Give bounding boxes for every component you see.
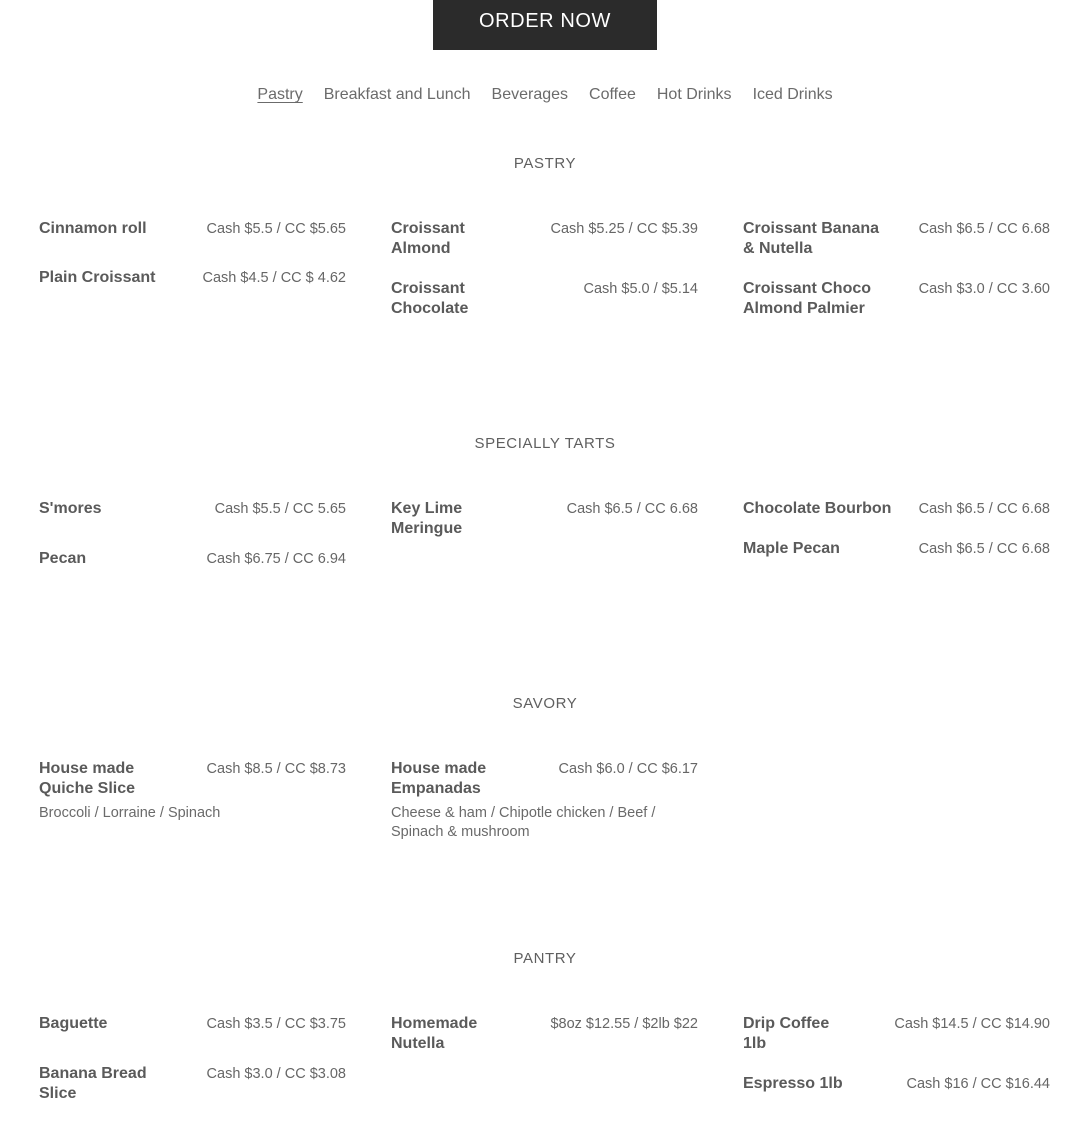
- menu-item: [39, 759, 346, 799]
- menu-tabs: [0, 86, 1090, 104]
- section-title-savory: SAVORY: [512, 695, 578, 712]
- pastry-column-2: [391, 219, 698, 339]
- menu-item: [743, 279, 1050, 319]
- item-name: Plain Croissant: [39, 269, 156, 286]
- section-title-tarts: SPECIALLY TARTS: [474, 435, 616, 452]
- section-title-pantry: PANTRY: [513, 950, 577, 967]
- item-name: Pecan: [39, 550, 87, 567]
- item-name: S'mores: [39, 500, 102, 517]
- menu-item: [743, 499, 1050, 519]
- menu-item: [39, 549, 346, 569]
- menu-item: [391, 499, 698, 539]
- item-name: Espresso 1lb: [743, 1075, 843, 1092]
- item-name: Banana Bread Slice: [39, 1065, 147, 1102]
- item-name: Croissant Choco Almond Palmier: [743, 280, 872, 317]
- menu-item: [39, 1064, 346, 1104]
- menu-item: [39, 219, 346, 239]
- menu-item: [743, 539, 1050, 559]
- tab-breakfast-and-lunch[interactable]: Breakfast and Lunch: [323, 86, 471, 103]
- item-name: House made Quiche Slice: [39, 760, 136, 797]
- item-name: House made Empanadas: [391, 760, 487, 797]
- menu-item: [743, 1014, 1050, 1054]
- item-name: Cinnamon roll: [39, 220, 147, 237]
- tab-hot-drinks[interactable]: Hot Drinks: [656, 86, 732, 103]
- menu-item: [39, 499, 346, 519]
- item-name: Croissant Chocolate: [391, 280, 469, 317]
- menu-item: [391, 759, 698, 799]
- pantry-column-3: [743, 1014, 1050, 1114]
- item-price: Cash $6.5 / CC 6.68: [918, 501, 1050, 517]
- item-price: Cash $16 / CC $16.44: [906, 1076, 1050, 1092]
- tarts-column-3: [743, 499, 1050, 579]
- item-price: Cash $6.5 / CC 6.68: [918, 541, 1050, 557]
- item-price: Cash $6.5 / CC 6.68: [918, 221, 1050, 237]
- item-name: Baguette: [39, 1015, 108, 1032]
- pastry-column-3: [743, 219, 1050, 339]
- item-price: Cash $6.0 / CC $6.17: [558, 761, 698, 777]
- item-price: Cash $5.25 / CC $5.39: [550, 221, 698, 237]
- tab-pastry[interactable]: Pastry: [257, 86, 303, 103]
- item-price: Cash $3.0 / CC 3.60: [918, 281, 1050, 297]
- section-title-pastry: PASTRY: [513, 155, 577, 172]
- item-name: Drip Coffee 1lb: [743, 1015, 830, 1052]
- item-description: Broccoli / Lorraine / Spinach: [39, 805, 221, 821]
- item-name: Maple Pecan: [743, 540, 840, 557]
- menu-item: [39, 1014, 346, 1034]
- menu-item: [743, 219, 1050, 259]
- menu-item: [39, 268, 346, 288]
- item-name: Homemade Nutella: [391, 1015, 478, 1052]
- item-price: Cash $8.5 / CC $8.73: [206, 761, 346, 777]
- menu-item: [391, 279, 698, 319]
- item-price: Cash $5.5 / CC 5.65: [214, 501, 346, 517]
- pastry-column-1: [39, 219, 346, 308]
- item-name: Croissant Banana & Nutella: [743, 220, 880, 257]
- item-price: Cash $5.0 / $5.14: [583, 281, 698, 297]
- item-price: Cash $5.5 / CC $5.65: [206, 221, 346, 237]
- savory-column-2: [391, 759, 698, 862]
- item-price: Cash $3.0 / CC $3.08: [206, 1066, 346, 1082]
- menu-entry: [39, 759, 346, 823]
- tab-iced-drinks[interactable]: Iced Drinks: [752, 86, 833, 103]
- item-price: Cash $4.5 / CC $ 4.62: [202, 270, 346, 286]
- savory-column-1: [39, 759, 346, 843]
- item-name: Chocolate Bourbon: [743, 500, 892, 517]
- order-now-button[interactable]: ORDER NOW: [433, 0, 657, 50]
- pantry-column-2: [391, 1014, 698, 1074]
- item-name: Key Lime Meringue: [391, 500, 463, 537]
- menu-item: [391, 1014, 698, 1054]
- tab-beverages[interactable]: Beverages: [491, 86, 569, 103]
- tarts-column-1: [39, 499, 346, 589]
- pantry-column-1: [39, 1014, 346, 1124]
- item-price: Cash $6.75 / CC 6.94: [206, 551, 346, 567]
- menu-entry: [391, 759, 698, 842]
- item-price: Cash $6.5 / CC 6.68: [566, 501, 698, 517]
- tab-coffee[interactable]: Coffee: [589, 86, 636, 103]
- tarts-column-2: [391, 499, 698, 559]
- item-price: Cash $3.5 / CC $3.75: [206, 1016, 346, 1032]
- item-description: Cheese & ham / Chipotle chicken / Beef / Spinach & mushroom: [391, 805, 656, 840]
- item-name: Croissant Almond: [391, 220, 465, 257]
- menu-item: [391, 219, 698, 259]
- menu-item: [743, 1074, 1050, 1094]
- item-price: $8oz $12.55 / $2lb $22: [550, 1016, 698, 1032]
- item-price: Cash $14.5 / CC $14.90: [894, 1016, 1050, 1032]
